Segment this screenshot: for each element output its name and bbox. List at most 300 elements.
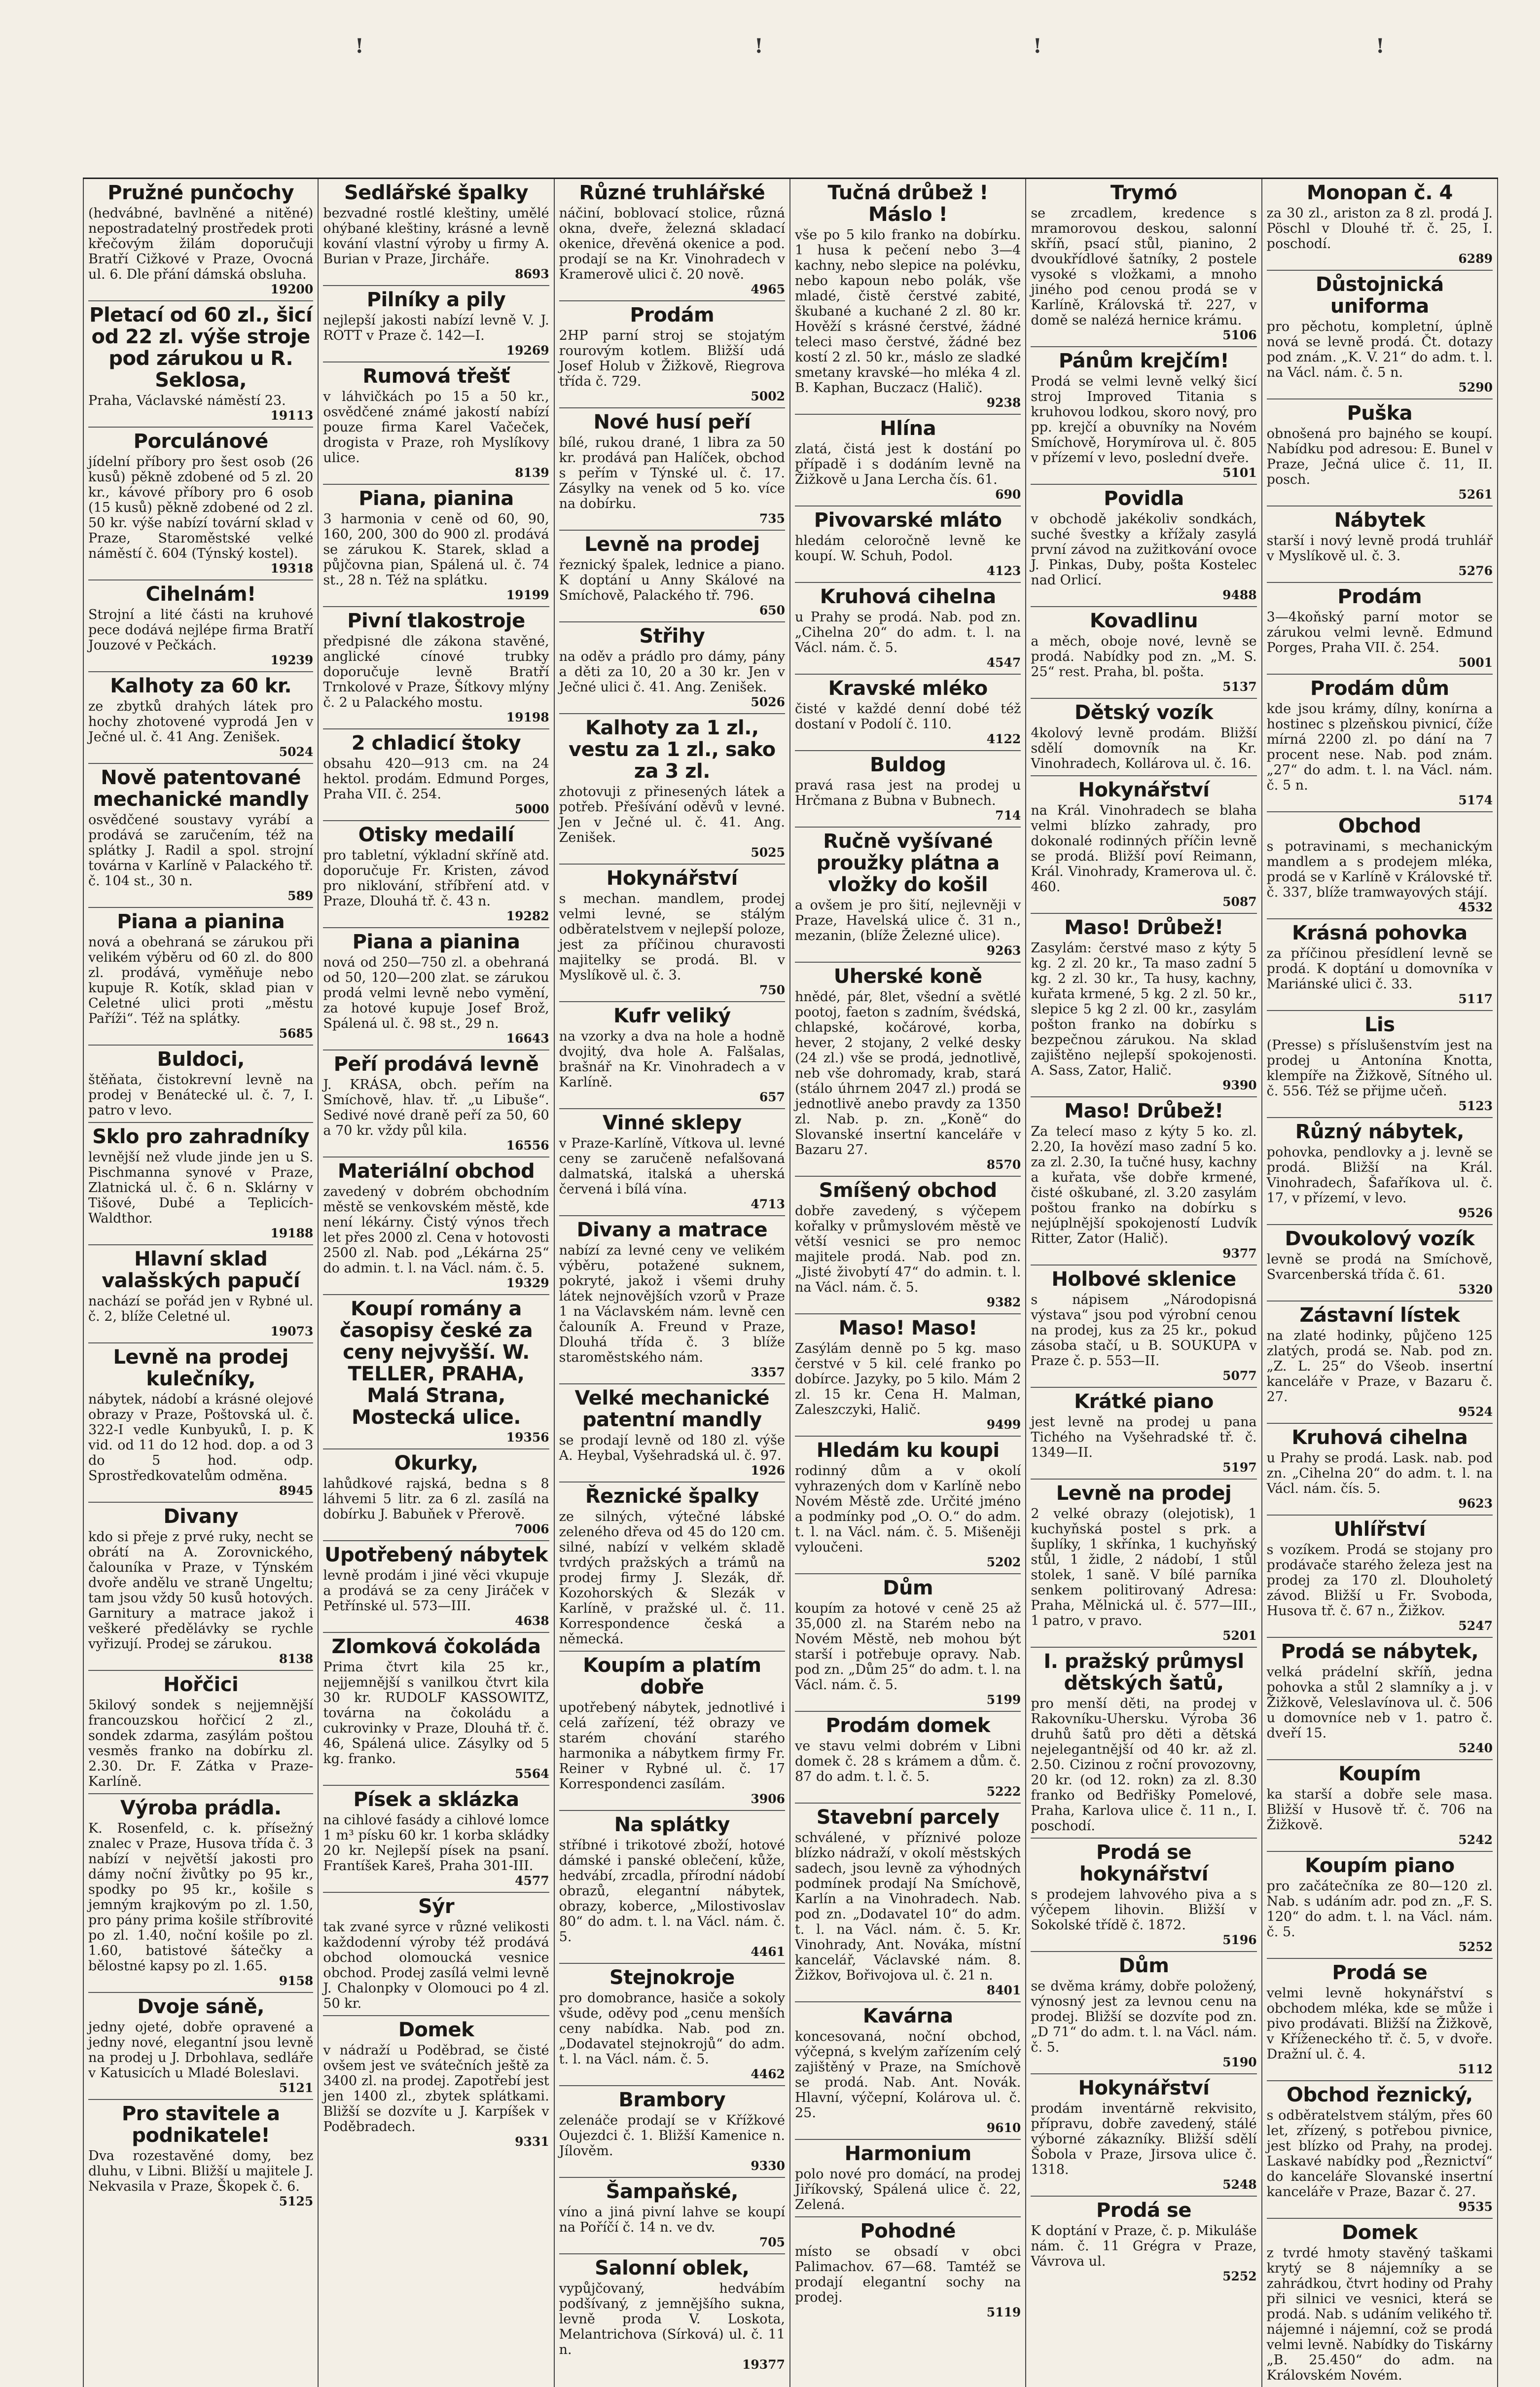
classified-ad — [88, 1123, 313, 1245]
ad-number: 19318 — [270, 561, 314, 576]
ad-body: pro domobrance, hasiče a sokoly všude, oděvy pod „cenu menších ceny nabídka. Nab. pod zn. „Dodavatel stejnokrojů“ do adm. t. l. na Václ. nám. č. 5. — [559, 1990, 785, 2067]
ad-number: 8945 — [279, 1483, 314, 1498]
ad-heading: Hlína — [880, 417, 936, 440]
ad-body: kdo si přeje z prvé ruky, necht se obrátí na A. Zorovnického, čalouníka v Praze, v Týnském dvoře andělu ve straně Ungeltu; tam jsou vždy 50 kusů hotových. Garnitury a matrace jakož i veškeré předělávky se rychle vyřizují. Prodej se zárukou. — [88, 1529, 314, 1652]
ad-number: 5248 — [1222, 2177, 1257, 2192]
ad-number: 8693 — [515, 267, 549, 281]
ad-heading: Koupí romány a časopisy české za ceny nejvyšší. W. TELLER, PRAHA, Malá Strana, Mostecká ulice. — [339, 1298, 533, 1429]
ad-number: 8570 — [986, 1157, 1021, 1172]
ad-heading: Pivní tlakostroje — [347, 610, 525, 632]
ad-body: s odběratelstvem stálým, přes 60 let, zřízený, s potřebou pivnice, jest blízko od Prahy, na prodej. Laskavé nabídky pod „Řeznictví“ do kanceláře Slovanské insertní kanceláře v Praze, Bazar č. 27. — [1266, 2108, 1493, 2200]
ad-body: čisté v každé denní dobé též dostaní v Podolí č. 110. — [795, 701, 1021, 732]
ad-body: (hedvábné, bavlněné a nitěné) nepostradatelný prostředek proti křečovým žilám doporučuji Bratří Cižkové v Praze, Ovocná ul. 6. Dle přání dámská obsluha. — [88, 206, 314, 282]
ad-heading: Harmonium — [844, 2142, 971, 2165]
ad-heading: Buldoci, — [157, 1048, 245, 1071]
ad-number: 5290 — [1458, 380, 1493, 395]
classified-ad — [795, 1804, 1021, 2002]
ad-body: místo se obsadí v obci Palimachov. 67—68. Tamtéž se prodají elegantní sochy na prodej. — [795, 2244, 1021, 2305]
ad-body: pro pěchotu, kompletní, úplně nová se levně prodá. Čt. dotazy pod znám. „K. V. 21“ do adm. t. l. na Václ. nám. č. 5 n. — [1266, 319, 1493, 380]
ad-number: 5125 — [279, 2194, 314, 2208]
ad-heading: Divany — [163, 1505, 238, 1528]
ad-number: 5117 — [1458, 992, 1493, 1006]
ad-number: 4123 — [986, 564, 1021, 578]
ad-body: a ovšem je pro šití, nejlevněji v Praze, Havelská ulice č. 31 n., mezanin, (blíže Železné ulice). — [795, 898, 1021, 943]
ad-number: 8401 — [986, 1983, 1021, 1997]
ad-heading: I. pražský průmysl dětských šatů, — [1043, 1650, 1244, 1695]
ad-body: tak zvané syrce v různé velikosti každodenní výroby též prodává obchod olomoucká vesnice obchod. Prodej zasílá velmi levně J. Chalonpky v Olomouci po 4 zl. 50 kr. — [323, 1919, 549, 2011]
classified-ad — [1267, 1959, 1493, 2081]
ad-heading: Piana, pianina — [358, 487, 514, 510]
ad-body: Zasýlám denně po 5 kg. maso čerstvé v 5 kil. celé franko po dobírce. Jazyky, po 5 kilo. Mám 2 zl. 15 kr. Cena H. Malman, Zaleszczyki, Halič. — [795, 1341, 1021, 1417]
ad-number: 5240 — [1458, 1741, 1493, 1755]
ad-heading: Maso! Drůbež! — [1064, 916, 1223, 939]
ad-number: 9524 — [1458, 1405, 1493, 1419]
ad-number: 5024 — [279, 745, 314, 759]
ad-body: K doptání v Praze, č. p. Mikuláše nám. č. 11 Grégra v Praze, Vávrova ul. — [1031, 2223, 1257, 2269]
ad-heading: Smíšený obchod — [819, 1179, 997, 1202]
ad-heading: Různý nábytek, — [1295, 1121, 1464, 1143]
ad-heading: Obchod řeznický, — [1286, 2084, 1473, 2106]
classified-ad — [1267, 1516, 1493, 1638]
ad-body: Za telecí maso z kýty 5 ko. zl. 2.20, Ia hovězí maso zadní 5 ko. za zl. 2.30, Ia tučné husy, kachny a kuřata, vše dobře krmené, čisté oškubané, zl. 3.20 zasylám poštou franko na dobírku s nejúplnější spokojeností Ludvík Ritter, Zator (Halič). — [1031, 1124, 1257, 1246]
ad-number: 9158 — [279, 1974, 314, 1988]
ad-body: zlatá, čistá jest k dostání po případě i s dodáním levně na Žižkově u Jana Lercha čís. 61. — [795, 441, 1021, 487]
ad-body: nová a obehraná se zárukou při velikém výběru od 60 zl. do 800 zl. prodává, vyměňuje nebo kupuje R. Kotík, sklad pian v Celetné ulici proti „městu Paříži“. Též na splátky. — [88, 935, 314, 1026]
ad-body: jedny ojeté, dobře opravené a jedny nové, elegantní jsou levně na prodej u J. Drbohlava, sedláře v Katusicích u Mladé Boleslavi. — [88, 2020, 314, 2081]
classified-ad — [1267, 1225, 1493, 1302]
ad-body: Prima čtvrt kila 25 kr., nejjemnější s vanilkou čtvrt kila 30 kr. RUDOLF KASSOWITZ, továrna na čokoládu a cukrovinky v Praze, Dlouhá tř. č. 46, Spálená ulice. Zásylky od 5 kg. franko. — [323, 1660, 549, 1767]
classified-ad — [1267, 1011, 1493, 1118]
ad-heading: Upotřebený nábytek — [324, 1544, 548, 1566]
classified-ad — [323, 1449, 549, 1541]
ad-heading: Výroba prádla. — [120, 1797, 282, 1819]
classified-ad — [1031, 776, 1256, 914]
ad-number: 5197 — [1222, 1460, 1257, 1475]
ad-heading: Šampaňské, — [606, 2180, 738, 2203]
ad-heading: Krátké piano — [1074, 1390, 1214, 1413]
ad-heading: Krásná pohovka — [1292, 922, 1468, 944]
classified-ad — [559, 408, 785, 531]
classified-ad — [88, 2100, 313, 2212]
ad-body: levně prodám i jiné věci vkupuje a prodává se za ceny Jiráček v Petřínské ul. 573—III. — [323, 1568, 549, 1614]
ad-column — [83, 179, 319, 2387]
ad-heading: Kovadlinu — [1089, 610, 1198, 632]
ad-heading: Ručně vyšívané proužky plátna a vložky do košil — [816, 830, 1000, 896]
ad-heading: Levně na prodej kulečníky, — [113, 1346, 288, 1390]
ad-number: 9377 — [1222, 1246, 1257, 1261]
ad-column — [1026, 179, 1262, 2387]
classified-ad — [1031, 1480, 1256, 1648]
ad-number: 5002 — [751, 389, 785, 403]
ad-body: s potravinami, s mechanickým mandlem a s prodejem mléka, prodá se v Karlíně v Královské tř. č. 337, blíže tramwayových stájí. — [1266, 839, 1493, 900]
classified-ad — [1267, 919, 1493, 1011]
ad-number: 714 — [995, 808, 1021, 823]
ad-heading: Dvoje sáně, — [137, 1995, 264, 2018]
ad-number: 5137 — [1222, 680, 1257, 694]
classified-ad — [1267, 1852, 1493, 1959]
ad-heading: Domek — [1342, 2221, 1418, 2244]
classified-ad — [795, 1177, 1021, 1314]
ad-heading: Brambory — [618, 2089, 726, 2111]
ad-heading: Různé truhlářské — [579, 181, 765, 204]
ad-number: 3357 — [751, 1365, 785, 1379]
classified-ad — [323, 928, 549, 1050]
classified-ad — [323, 286, 549, 362]
ad-number: 5077 — [1222, 1369, 1257, 1383]
ad-body: schválené, v příznivé poloze blízko nádraží, v okolí městských sadech, jsou levně za výhodných podmínek prodají Na Smíchově, Karlín a na Vinohradech. Nab. pod zn. „Dodavatel 10“ do adm. t. l. na Václ. nám. č. 5. Kr. Vinohrady, Ant. Nováka, místní kancelář, Václavské nám. 8. Žižkov, Bořivojova ul. č. 21 n. — [795, 1830, 1021, 1983]
ad-body: upotřebený nábytek, jednotlivé i celá zařízení, též obrazy ve starém chování starého harmonika a nábytkem firmy Fr. Reiner v Rybné ul. č. 17 Korrespondenci zasílám. — [559, 1700, 785, 1792]
ad-heading: Dům — [1118, 1954, 1169, 1977]
ad-body: ze silných, výtečné lábské zeleného dřeva od 45 do 120 cm. silné, nabízí v velkém skladě tvrdých pražských a trámů na prodej firmy J. Slezák, dř. Kozohorských & Slezák v Karlíně, v pražské ul. č. 11. Korrespondence česká a německá. — [559, 1509, 785, 1647]
classified-ad — [559, 2086, 785, 2178]
classified-ad — [795, 1574, 1021, 1712]
ad-number: 19073 — [270, 1324, 314, 1338]
ad-heading: Divany a matrace — [576, 1219, 768, 1241]
ad-body: 2HP parní stroj se stojatým rourovým kotlem. Bližší udá Josef Holub v Žižkově, Riegrova třída č. 729. — [559, 328, 785, 389]
ad-number: 16556 — [506, 1138, 549, 1153]
ad-body: hledám celoročně levně ke koupí. W. Schuh, Podol. — [795, 533, 1021, 564]
ad-heading: Hokynářství — [606, 867, 738, 890]
ad-number: 4462 — [751, 2067, 785, 2081]
ad-number: 19113 — [270, 408, 314, 423]
ad-heading: Hlavní sklad valašských papučí — [102, 1248, 300, 1292]
ad-heading: Pružné punčochy — [107, 181, 294, 204]
ad-number: 5252 — [1222, 2269, 1257, 2283]
ad-body: náčiní, boblovací stolice, různá okna, dveře, železná skladací okenice, dřevěná okenice a pod. prodají se na Kr. Vinohradech v Kramerově ulici č. 20 nově. — [559, 206, 785, 282]
ad-number: 5201 — [1222, 1628, 1257, 1643]
ad-body: v láhvičkách po 15 a 50 kr., osvědčené známé jakostí nabízí pouze firma Karel Vačeček, drogista v Praze, roh Myslíkovy ulice. — [323, 389, 549, 466]
ad-heading: Prodá se hokynářství — [1079, 1841, 1209, 1885]
classified-ad — [323, 1786, 549, 1893]
ad-body: rodinný dům a v okolí vyhrazených dom v Karlíně nebo Novém Městě zde. Určité jméno a podmínky pod „O. O.“ do adm. t. l. na Václ. nám. č. 5. Mišeněji vyloučeni. — [795, 1463, 1021, 1555]
classified-ad — [795, 751, 1021, 828]
classified-ad — [795, 2217, 1021, 2323]
ad-heading: Salonní oblek, — [595, 2257, 750, 2279]
ad-number: 9535 — [1458, 2200, 1493, 2214]
ad-body: jídelní příbory pro šest osob (26 kusů) pěkně zdobené od 5 zl. 20 kr., kávové příbory pro 6 osob (15 kusů) pěkně zdobené od 2 zl. 50 kr. výše nabízí tovární sklad v Praze, Staroměstské velké náměstí č. 604 (Týnský kostel). — [88, 454, 314, 561]
classified-ad — [559, 1109, 785, 1216]
ad-heading: Koupím — [1338, 1763, 1421, 1785]
ad-number: 650 — [759, 603, 785, 617]
ad-column — [1262, 179, 1498, 2387]
ad-number: 4461 — [751, 1945, 785, 1959]
ad-heading: Vinné sklepy — [602, 1112, 742, 1134]
classified-ad — [795, 675, 1021, 751]
ad-body: v obchodě jakékoliv sondkách, suché švestky a křížaly zasylá první závod na zužitkování ovoce J. Pinkas, Duby, pošta Kostelec nad Orlicí. — [1031, 511, 1257, 588]
ad-heading: Sklo pro zahradníky — [92, 1125, 310, 1148]
ad-number: 9263 — [986, 943, 1021, 958]
ad-number: 5123 — [1458, 1099, 1493, 1113]
ad-heading: Levně na prodej — [584, 533, 760, 556]
ad-heading: Pivovarské mláto — [814, 509, 1002, 532]
ad-body: u Prahy se prodá. Nab. pod zn. „Cihelna 20“ do adm. t. l. na Václ. nám. č. 5. — [795, 610, 1021, 655]
ad-number: 5026 — [751, 695, 785, 709]
ad-number: 5247 — [1458, 1619, 1493, 1633]
ad-body: a měch, oboje nové, levně se prodá. Nabídky pod zn. „M. S. 25“ rest. Praha, bl. pošta. — [1031, 634, 1257, 680]
classified-ad — [88, 1993, 313, 2100]
ad-number: 5685 — [279, 1026, 314, 1041]
classified-ad — [795, 2140, 1021, 2217]
ad-body: s nápisem „Národopisná výstava“ jsou pod výrobní cenou na prodej, kus za 25 kr., pokud zásoba stačí, u B. SOUKUPA v Praze č. p. 553—II. — [1031, 1292, 1257, 1369]
classified-ad — [559, 1652, 785, 1811]
ad-heading: Puška — [1347, 402, 1413, 425]
classified-ad — [795, 583, 1021, 675]
classified-ad — [88, 580, 313, 672]
classified-ad — [1031, 1266, 1256, 1388]
ad-heading: 2 chladicí štoky — [351, 732, 521, 755]
ad-number: 19269 — [506, 343, 549, 358]
ad-body: pohovka, pendlovky a j. levně se prodá. Bližší na Král. Vinohradech, Šafaříkova ul. č. 17, v přízemí, v levo. — [1266, 1145, 1493, 1206]
classified-ad — [559, 1216, 785, 1384]
ad-body: nejlepší jakosti nabízí levně V. J. ROTT v Praze č. 142—I. — [323, 313, 549, 343]
ad-number: 4965 — [751, 282, 785, 296]
ad-body: řeznický špalek, lednice a piano. K doptání u Anny Skálové na Smíchově, Palackého tř. 796. — [559, 557, 785, 603]
ad-body: velmi levně hokynářství s obchodem mléka, kde se může i pivo prodávati. Bližší na Žižkově, v Kříženeckého tř. č. 5, v dvoře. Dražní ul. č. 4. — [1266, 1986, 1493, 2062]
ad-heading: Hokynářství — [1078, 779, 1210, 801]
ad-body: štěňata, čistokrevní levně na prodej v Benátecké ul. č. 7, I. patro v levo. — [88, 1072, 314, 1118]
ad-heading: Porculánové — [133, 430, 268, 453]
ad-heading: Prodám — [630, 304, 715, 326]
classified-ad — [1267, 675, 1493, 812]
classified-ad — [795, 2002, 1021, 2140]
ad-heading: Monopan č. 4 — [1306, 181, 1453, 204]
ad-heading: Kravské mléko — [828, 677, 988, 700]
ad-number: 7006 — [515, 1522, 549, 1536]
classified-ad — [1031, 1097, 1256, 1266]
ad-body: 5kilový sondek s nejjemnější francouzskou hořčicí 2 zl., sondek zdarma, zasýlám poštou vesměs franko na dobírku zl. 2.30. Dr. F. Zátka v Praze-Karlíně. — [88, 1698, 314, 1789]
ad-body: Prodá se velmi levně velký šicí stroj Improved Titania s kruhovou lodkou, skoro nový, pro pp. krejčí a obuvníky na Novém Smíchově, Horymírova ul. č. 805 v přízemí v levo, poslední dveře. — [1031, 374, 1257, 466]
classified-ad — [559, 2254, 785, 2376]
classified-ads-grid — [83, 178, 1498, 2383]
ad-heading: Kalhoty za 1 zl., vestu za 1 zl., sako za 3 zl. — [569, 717, 776, 783]
classified-ad — [1031, 1952, 1256, 2074]
ad-body: s prodejem lahvového piva a s výčepem lihovin. Bližší v Sokolské třídě č. 1872. — [1031, 1887, 1257, 1933]
ad-body: ve stavu velmi dobrém v Libni domek č. 28 s krámem a dům. č. 87 do adm. t. l. č. 5. — [795, 1738, 1021, 1784]
classified-ad — [1031, 914, 1256, 1097]
ad-number: 9488 — [1222, 588, 1257, 602]
classified-ad — [559, 301, 785, 408]
ad-body: z tvrdé hmoty stavěný taškami krytý se 8 nájemníky a se zahrádkou, čtvrt hodiny od Prahy při silnici ve vesnici, která se prodá. Nab. s udáním velikého tř. nájemné i nájemní, což se prodá velmi levně. Nabídky do Tiskárny „B. 25.450“ do adm. na Královském Novém. — [1266, 2245, 1493, 2383]
classified-ad — [88, 1671, 313, 1794]
classified-ad — [1267, 812, 1493, 919]
classified-ad — [795, 506, 1021, 583]
ad-body: levně se prodá na Smíchově, Svarcenberská třída č. 61. — [1266, 1252, 1493, 1282]
ad-number: 5000 — [515, 802, 549, 816]
ad-heading: Koupím a platím dobře — [583, 1654, 761, 1699]
ad-number: 5087 — [1222, 895, 1257, 909]
classified-ad — [323, 1633, 549, 1786]
classified-ad — [323, 1893, 549, 2016]
classified-ad — [323, 1295, 549, 1449]
ad-number: 657 — [759, 1090, 785, 1104]
classified-ad — [559, 2178, 785, 2254]
ad-heading: Materiální obchod — [337, 1160, 535, 1183]
ad-body: s vozíkem. Prodá se stojany pro prodávače starého železa jest na prodej za 170 zl. Dlouholetý závod. Bližší u Fr. Svoboda, Husova tř. č. 67 n., Žižkov. — [1266, 1542, 1493, 1619]
ad-body: lahůdkové rajská, bedna s 8 láhvemi 5 litr. za 6 zl. zasílá na dobírku J. Babuňek v Přerově. — [323, 1476, 549, 1522]
ad-heading: Tučná drůbež ! Máslo ! — [827, 181, 988, 226]
top-mark: ! — [1033, 35, 1042, 58]
ad-heading: Písek a sklázka — [353, 1788, 519, 1811]
ad-body: se prodají levně od 180 zl. výše A. Heybal, Vyšehradská ul. č. 97. — [559, 1433, 785, 1463]
classified-ad — [795, 179, 1021, 415]
ad-number: 4577 — [515, 1874, 549, 1888]
ad-number: 4638 — [515, 1614, 549, 1628]
ad-number: 1926 — [751, 1463, 785, 1478]
classified-ad — [1031, 607, 1256, 699]
ad-body: koupím za hotové v ceně 25 až 35,000 zl. na Starém nebo na Novém Městě, neb mohou být starší i potřebuje opravy. Nab. pod zn. „Dům 25“ do adm. t. l. na Václ. nám. č. 5. — [795, 1601, 1021, 1693]
ad-body: 3—4koňský parní motor se zárukou velmi levně. Edmund Porges, Praha VII. č. 254. — [1266, 610, 1493, 655]
classified-ad — [1031, 347, 1256, 485]
ad-number: 4532 — [1458, 900, 1493, 914]
ad-number: 5112 — [1458, 2062, 1493, 2076]
ad-body: za příčinou přesídlení levně se prodá. K doptání u domovníka v Mariánské ulici č. 33. — [1266, 946, 1493, 992]
ad-number: 16643 — [506, 1031, 549, 1046]
ad-heading: Povidla — [1104, 487, 1184, 510]
classified-ad — [795, 828, 1021, 963]
ad-body: pro menší děti, na prodej v Rakovníku-Uhersku. Výroba 36 druhů šatů pro děti a dětská nejelegantnější od 40 kr. až zl. 2.50. Cizinou z roční provozovny, 20 kr. (od 12. rokn) za zl. 8.30 franko od Bedřišky Pomelové, Praha, Karlova ulice č. 11 n., I. poschodí. — [1031, 1696, 1257, 1834]
ad-heading: Cihelnám! — [145, 583, 256, 606]
ad-number: 5119 — [986, 2305, 1021, 2319]
classified-ad — [1267, 506, 1493, 583]
ad-heading: Kruhová cihelna — [1291, 1426, 1468, 1449]
ad-heading: Prodá se nábytek, — [1281, 1640, 1479, 1663]
ad-body: nabízí za levné ceny ve velikém výběru, potažené suknem, pokryté, jakož i všemi druhy látek nejnovějších vzorů v Praze 1 na Václavském nám. levně cen čalouník A. Freund v Praze, Dlouhá třída č. 3 blíže staroměstského nám. — [559, 1243, 785, 1365]
classified-ad — [323, 1541, 549, 1633]
ad-heading: Uherské koně — [833, 965, 982, 988]
ad-number: 5261 — [1458, 487, 1493, 502]
ad-heading: Kufr veliký — [613, 1005, 731, 1027]
ad-body: na cihlové fasády a cihlové lomce 1 m³ písku 60 kr. 1 korba skládky 20 kr. Nejlepší písek na psaní. Frantíšek Kareš, Praha 301-III. — [323, 1812, 549, 1874]
ad-body: Zasylám: čerstvé maso z kýty 5 kg. 2 zl. 20 kr., Ta maso zadní 5 kg. 2 zl. 30 kr., Ta husy, kachny, kuřata krmené, 5 kg. 2 zl. 50 kr., slepice 5 kg 2 zl. 00 kr., zasylám pošton franko na dobírku s bezpečnou zárukou. Na sklad zajištěno nejlepší spokojenosti. A. Sass, Zator, Halič. — [1031, 940, 1257, 1078]
classified-ad — [323, 1157, 549, 1295]
classified-ad — [1267, 179, 1493, 271]
ad-body: polo nové pro domácí, na prodej Jiříkovský, Spálená ulice č. 22, Zelená. — [795, 2167, 1021, 2212]
ad-number: 5276 — [1458, 564, 1493, 578]
ad-body: se zrcadlem, kredence s mramorovou deskou, salonní skříň, psací stůl, pianino, 2 dvoukřídlové šatníky, 2 postele vysoké s vložkami, a mnoho jiného pod cenou prodá se v Karlíně, Královská tř. 227, v domě se nalézá hernice krámu. — [1031, 206, 1257, 328]
ad-heading: Kruhová cihelna — [820, 585, 996, 608]
ad-body: velká prádelní skříň, jedna pohovka a stůl 2 slamníky a j. v Žižkově, Veleslavínova ul. č. 506 u domovníce neb v 1. patro č. dveří 15. — [1266, 1664, 1493, 1741]
ad-number: 5121 — [279, 2081, 314, 2095]
ad-body: Dva rozestavěné domy, bez dluhu, v Libni. Bližší u majitele J. Nekvasila v Praze, Škopek č. 6. — [88, 2148, 314, 2194]
ad-heading: Koupím piano — [1305, 1854, 1455, 1877]
ad-body: nová od 250—750 zl. a obehraná od 50, 120—200 zlat. se zárukou prodá velmi levně nebo vymění, za hotové kupuje Josef Brož, Spálená ul. č. 98 st., 29 n. — [323, 955, 549, 1031]
classified-ad — [88, 428, 313, 580]
classified-ad — [559, 1964, 785, 2086]
ad-number: 5174 — [1458, 793, 1493, 807]
ad-body: 4kolový levně prodám. Bližší sdělí domovník na Kr. Vinohradech, Kollárova ul. č. 16. — [1031, 725, 1257, 771]
ad-body: osvědčené soustavy vyrábí a prodává se zaručením, též na splátky J. Radil a spol. strojní továrna v Karlíně v Palackého tř. č. 104 st., 30 n. — [88, 812, 314, 889]
classified-ad — [795, 1437, 1021, 1574]
ad-body: víno a jiná pivní lahve se koupí na Poříčí č. 14 n. ve dv. — [559, 2205, 785, 2235]
classified-ad — [795, 1314, 1021, 1437]
ad-heading: Dům — [883, 1577, 933, 1599]
classified-ad — [559, 1811, 785, 1964]
ad-body: pro tabletní, výkladní skříně atd. doporučuje Fr. Kristen, závod pro niklování, stříbření atd. v Praze, Dlouhá tř. č. 43 n. — [323, 848, 549, 909]
ad-heading: Pilníky a pily — [366, 289, 506, 311]
ad-number: 750 — [759, 983, 785, 997]
ad-number: 5202 — [986, 1555, 1021, 1569]
ad-number: 5199 — [986, 1693, 1021, 1707]
classified-ad — [1267, 399, 1493, 506]
classified-ad — [323, 485, 549, 607]
ad-number: 5242 — [1458, 1833, 1493, 1847]
classified-ad — [323, 179, 549, 286]
ad-number: 5190 — [1222, 2055, 1257, 2069]
ad-body: se dvěma krámy, dobře položený, výnosný jest za levnou cenu na prodej. Bližší se dozvíte pod zn. „D 71“ do adm. t. l. na Václ. nám. č. 5. — [1031, 1979, 1257, 2055]
classified-ad — [1031, 699, 1256, 776]
ad-body: (Presse) s příslušenstvím jest na prodej u Antonína Knotta, klempíře na Žižkově, Sítného ul. č. 556. Též se přijme učeň. — [1266, 1038, 1493, 1099]
ad-body: jest levně na prodej u pana Tichého na Vyšehradské tř. č. 1349—II. — [1031, 1414, 1257, 1460]
ad-heading: Rumová třešť — [362, 365, 510, 388]
ad-body: kde jsou krámy, dílny, konírna a hostinec s plzeňskou pivnicí, číže mírná 2200 zl. po dání na 7 procent nese. Nab. pod znám. „27“ do adm. t. l. na Václ. nám. č. 5 n. — [1266, 701, 1493, 793]
classified-ad — [1267, 2219, 1493, 2387]
ad-heading: Peří prodává levně — [333, 1053, 539, 1076]
ad-heading: Sýr — [418, 1895, 455, 1918]
classified-ad — [323, 607, 549, 729]
ad-number: 8139 — [515, 466, 549, 480]
ad-number: 19329 — [506, 1276, 549, 1290]
ad-heading: Otisky medailí — [358, 824, 514, 846]
ad-body: obnošená pro bajného se koupí. Nabídku pod adresou: E. Bunel v Praze, Ječná ulice č. 11, II. posch. — [1266, 426, 1493, 487]
ad-number: 19239 — [270, 653, 314, 667]
ad-body: zhotovuji z přinesených látek a potřeb. Přešívání oděvů v levné. Jen v Ječné ul. č. 41. Ang. Zenišek. — [559, 784, 785, 845]
classified-ad — [323, 362, 549, 485]
ad-body: ka starší a dobře sele masa. Bližší v Husově tř. č. 706 na Žižkově. — [1266, 1787, 1493, 1833]
ad-heading: Pro stavitele a podnikatele! — [121, 2102, 280, 2147]
classified-ad — [323, 821, 549, 928]
ad-body: zelenáče prodají se v Křížkové Oujezdci č. 1. Bližší Kamenice n. Jílověm. — [559, 2113, 785, 2159]
ad-heading: Maso! Drůbež! — [1064, 1100, 1223, 1122]
ad-heading: Levně na prodej — [1056, 1482, 1232, 1505]
classified-ad — [1031, 1388, 1256, 1480]
classified-ad — [559, 1483, 785, 1652]
ad-number: 4547 — [986, 655, 1021, 670]
ad-number: 9526 — [1458, 1206, 1493, 1220]
ad-body: J. KRÁSA, obch. peřím na Smíchově, hlav. tř. „u Libuše“. Sedivé nové draně peří za 50, 60 a 70 kr. vždy půl kila. — [323, 1077, 549, 1138]
ad-body: hnědé, pár, 8let, všední a světlé pootoj, faeton s zadním, švédská, chlapské, kočárové, korba, hever, 2 stojany, 2 velké desky (24 zl.) vše se prodá, jednotlivě, neb vše dohromady, krab, stará (stálo úhrnem 2047 zl.) prodá se jednotlivě anebo pravdy za 1350 zl. Nab. p. zn. „Koně“ do Slovanské insertní kanceláře v Bazaru 27. — [795, 989, 1021, 1157]
ad-number: 9623 — [1458, 1496, 1493, 1511]
top-mark: ! — [355, 35, 364, 58]
classified-ad — [88, 1245, 313, 1343]
ad-body: zavedený v dobrém obchodním městě se venkovském městě, kde není lékárny. Čistý výnos třech let přes 2000 zl. Cena v hotovosti 2500 zl. Nab. pod „Lékárna 25“ do admin. t. l. na Václ. nám. č. 5. — [323, 1184, 549, 1276]
ad-number: 19356 — [506, 1430, 549, 1445]
ad-heading: Domek — [398, 2019, 474, 2041]
ad-body: pravá rasa jest na prodej u Hrčmana z Bubna v Bubnech. — [795, 778, 1021, 808]
classified-ad — [88, 179, 313, 301]
ad-column — [790, 179, 1026, 2387]
ad-heading: Dětský vozík — [1074, 701, 1213, 724]
classified-ad — [88, 1794, 313, 1993]
ad-heading: Piana a pianina — [117, 910, 285, 933]
ad-heading: Dvoukolový vozík — [1285, 1228, 1475, 1250]
ad-body: levnější než vlude jinde jen u S. Pischmanna synové v Praze, Zlatnická ul. č. 6 n. Sklárny v Tišové, Dubé a Teplicích-Waldthor. — [88, 1150, 314, 1226]
ad-number: 735 — [759, 511, 785, 526]
ad-heading: Prodá se — [1332, 1961, 1428, 1984]
ad-number: 19282 — [506, 909, 549, 923]
ad-heading: Stavební parcely — [816, 1806, 1000, 1829]
ad-heading: Hokynářství — [1078, 2077, 1210, 2099]
ad-heading: Maso! Maso! — [838, 1317, 977, 1339]
ad-heading: Prodám — [1337, 585, 1422, 608]
ad-body: 3 harmonia v ceně od 60, 90, 160, 200, 300 do 900 zl. prodává se zárukou K. Starek, sklad a půjčovna pian, Spálená ul. č. 74 st., 28 n. Též na splátku. — [323, 511, 549, 588]
classified-ad — [1267, 1118, 1493, 1225]
ad-body: Praha, Václavské náměstí 23. — [88, 393, 286, 408]
classified-ad — [88, 908, 313, 1046]
ad-heading: Řeznické špalky — [585, 1485, 759, 1508]
ad-heading: Okurky, — [394, 1452, 478, 1475]
ad-number: 5222 — [986, 1784, 1021, 1799]
classified-ad — [559, 622, 785, 714]
